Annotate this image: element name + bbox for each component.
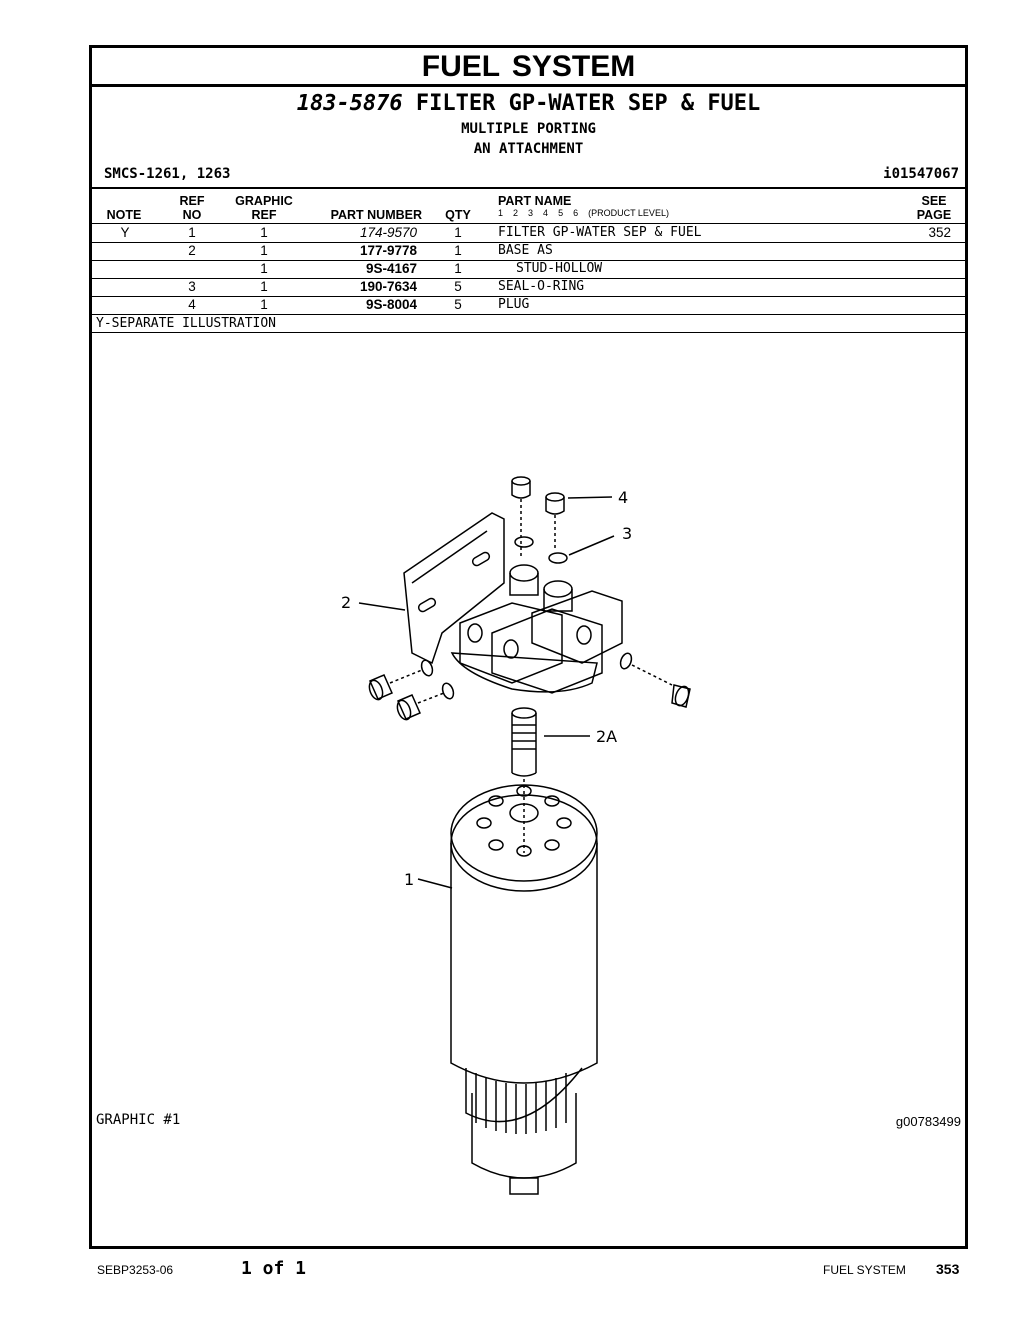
row-see-page[interactable]: 352 <box>928 225 951 240</box>
o-ring-icon <box>549 553 567 563</box>
level-4: 4 <box>543 208 549 218</box>
row-part-name: BASE AS <box>498 243 553 258</box>
plug-icon <box>512 477 530 558</box>
group-name: FILTER GP-WATER SEP & FUEL <box>415 91 761 116</box>
col-ref-1: REF <box>179 194 205 208</box>
row-ref-no: 1 <box>188 225 196 240</box>
row-qty: 1 <box>454 243 462 258</box>
col-see-1: SEE <box>921 194 947 208</box>
mounting-bracket-icon <box>404 513 504 663</box>
smcs-code: SMCS-1261, 1263 <box>104 166 231 182</box>
row-part-number[interactable]: 190-7634 <box>359 279 417 294</box>
table-row <box>92 224 965 243</box>
row-part-name: STUD-HOLLOW <box>516 261 603 276</box>
row-part-number[interactable]: 177-9778 <box>359 243 417 258</box>
col-note: NOTE <box>106 208 142 222</box>
level-5: 5 <box>558 208 564 218</box>
callout-2: 2 <box>341 593 352 612</box>
table-row <box>92 296 965 315</box>
row-part-name: SEAL-O-RING <box>498 279 585 294</box>
table-row <box>92 242 965 261</box>
col-ref-2: NO <box>182 208 202 222</box>
col-graphic-ref-1: GRAPHIC <box>235 194 293 208</box>
subtitle-attachment: AN ATTACHMENT <box>473 141 584 157</box>
product-level-label: (PRODUCT LEVEL) <box>588 208 669 218</box>
subtitle-porting: MULTIPLE PORTING <box>461 121 596 137</box>
hollow-stud-icon <box>512 708 590 853</box>
document-id: SEBP3253-06 <box>97 1263 174 1277</box>
level-3: 3 <box>528 208 534 218</box>
col-part-name: PART NAME <box>498 194 572 208</box>
row-part-number[interactable]: 174-9570 <box>359 225 417 240</box>
footer-section: FUEL SYSTEM <box>823 1263 906 1277</box>
exploded-view-illustration <box>92 333 965 1233</box>
side-plug-icon <box>619 652 691 708</box>
header-divider <box>92 187 965 189</box>
level-1: 1 <box>498 208 504 218</box>
col-graphic-ref-2: REF <box>251 208 277 222</box>
table-row <box>92 260 965 279</box>
row-note: Y <box>120 225 130 240</box>
row-graphic-ref: 1 <box>260 279 268 294</box>
row-qty: 1 <box>454 225 462 240</box>
page-frame <box>89 45 968 1249</box>
leader-line-2 <box>359 603 405 610</box>
page-count: 1 of 1 <box>241 1258 307 1279</box>
section-title: FUEL SYSTEM <box>92 48 965 87</box>
row-part-number[interactable]: 9S-4167 <box>365 261 417 276</box>
row-graphic-ref: 1 <box>260 225 268 240</box>
callout-3: 3 <box>622 524 633 543</box>
table-footnote: Y-SEPARATE ILLUSTRATION <box>96 316 277 331</box>
row-qty: 5 <box>454 297 462 312</box>
row-ref-no: 2 <box>188 243 196 258</box>
info-id: i01547067 <box>883 166 959 182</box>
product-levels <box>498 208 679 218</box>
plug-icon <box>546 493 612 548</box>
col-part-number: PART NUMBER <box>330 208 422 222</box>
base-assembly-icon <box>452 565 622 693</box>
group-title <box>92 90 965 118</box>
row-ref-no: 3 <box>188 279 196 294</box>
o-ring-icon <box>515 537 533 547</box>
row-qty: 1 <box>454 261 462 276</box>
graphic-label: GRAPHIC #1 <box>96 1112 181 1128</box>
group-part-number[interactable]: 183-5876 <box>296 91 403 116</box>
row-part-name: PLUG <box>498 297 530 312</box>
col-qty: QTY <box>445 208 471 222</box>
level-6: 6 <box>573 208 579 218</box>
col-see-2: PAGE <box>916 208 952 222</box>
leader-line-1 <box>418 879 452 888</box>
callout-4: 4 <box>618 488 629 507</box>
table-row <box>92 278 965 297</box>
row-qty: 5 <box>454 279 462 294</box>
row-graphic-ref: 1 <box>260 261 268 276</box>
row-part-name: FILTER GP-WATER SEP & FUEL <box>498 225 702 240</box>
callout-1: 1 <box>404 870 415 889</box>
level-2: 2 <box>513 208 519 218</box>
row-part-number[interactable]: 9S-8004 <box>365 297 417 312</box>
row-graphic-ref: 1 <box>260 297 268 312</box>
filter-canister-icon <box>451 785 597 1194</box>
row-ref-no: 4 <box>188 297 196 312</box>
row-graphic-ref: 1 <box>260 243 268 258</box>
graphic-id: g00783499 <box>895 1114 961 1129</box>
page-number: 353 <box>936 1261 960 1277</box>
side-plug-icon <box>395 682 455 722</box>
callout-2a: 2A <box>596 727 618 746</box>
side-plug-icon <box>367 659 434 702</box>
